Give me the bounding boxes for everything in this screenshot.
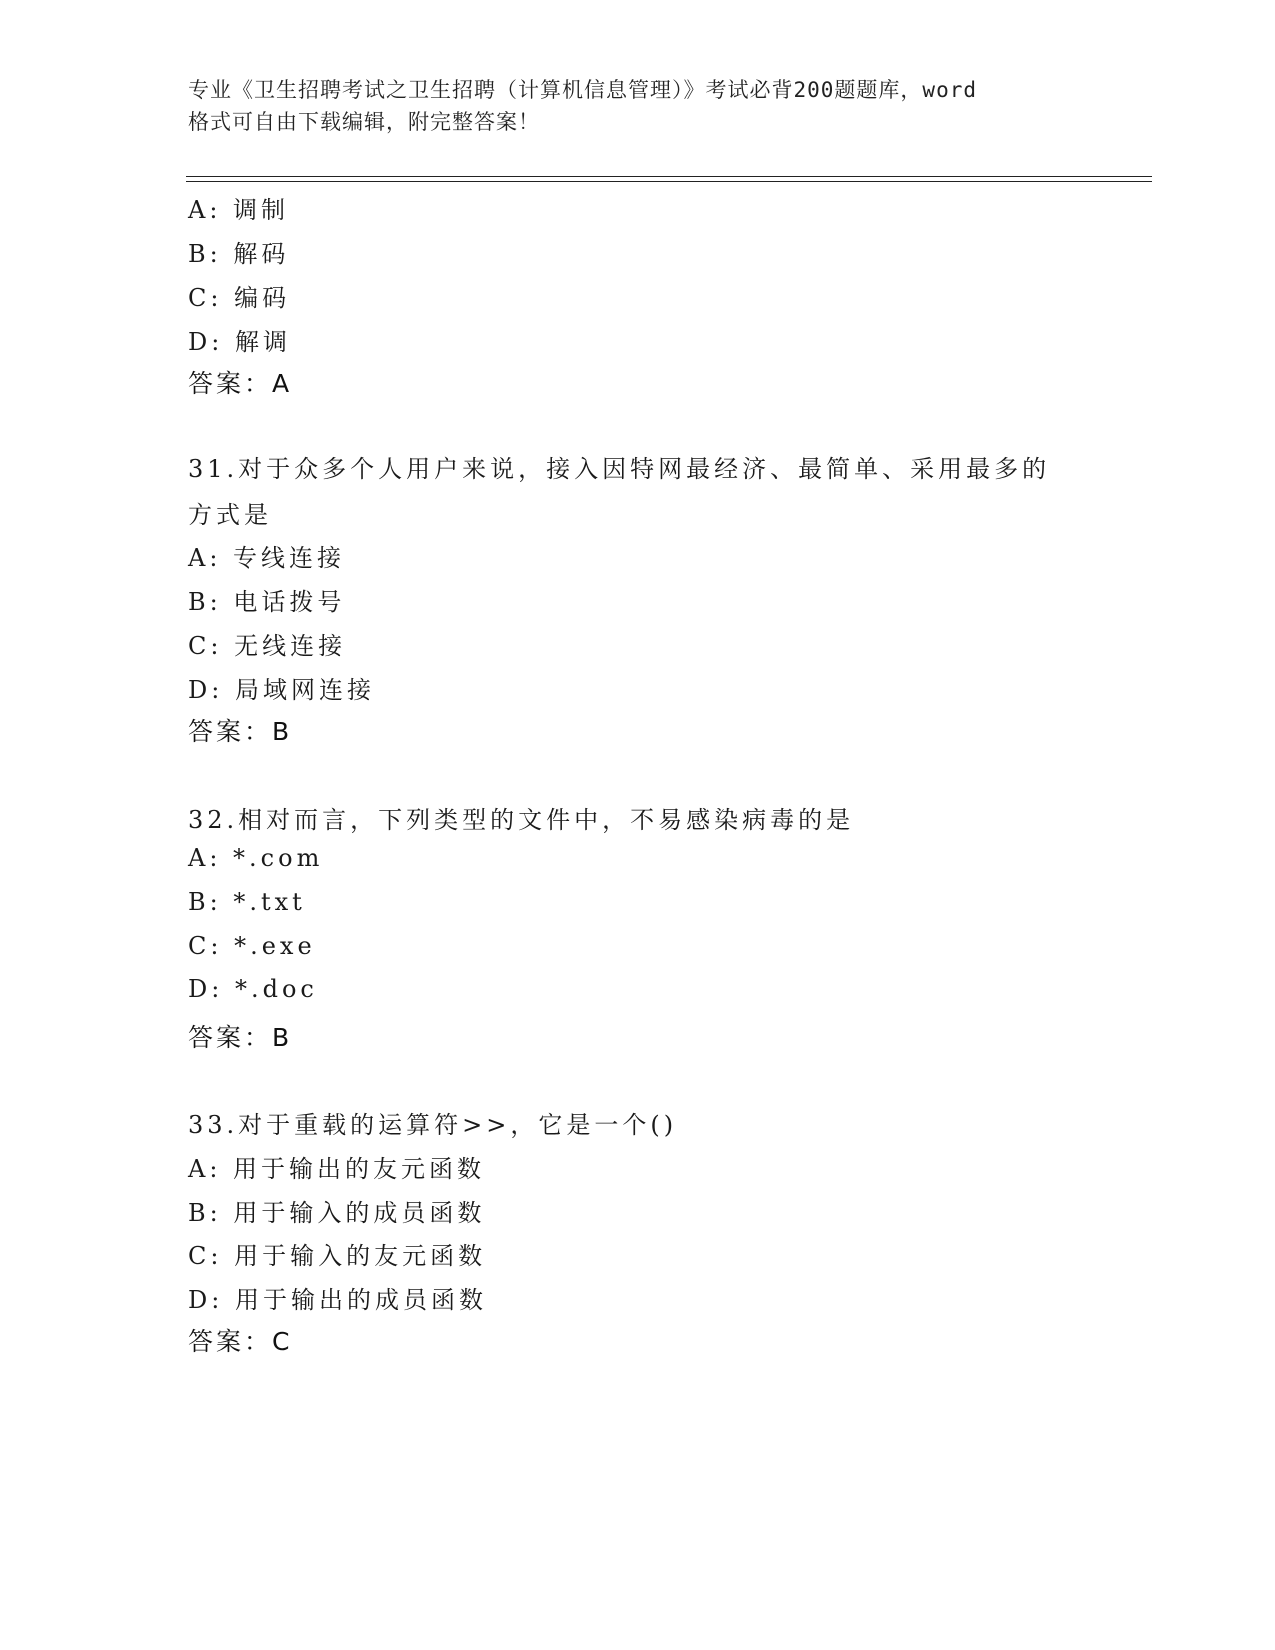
option-d: D: 解调 <box>188 328 291 356</box>
question-31: 31.对于众多个人用户来说，接入因特网最经济、最简单、采用最多的方式是 <box>188 455 1051 529</box>
option-b: B: *.txt <box>188 888 306 916</box>
option-c: C: 用于输入的友元函数 <box>188 1242 487 1270</box>
option-a: A: *.com <box>188 844 324 872</box>
option-b: B: 解码 <box>188 240 290 268</box>
option-c: C: *.exe <box>188 932 316 960</box>
header-line-1: 专业《卫生招聘考试之卫生招聘（计算机信息管理）》考试必背200题题库，word <box>188 78 977 102</box>
header-divider-bottom <box>186 181 1152 182</box>
answer-line: 答案：B <box>188 1023 293 1052</box>
option-c: C: 无线连接 <box>188 632 347 660</box>
option-a: A: 用于输出的友元函数 <box>188 1155 486 1183</box>
header-line-2: 格式可自由下载编辑，附完整答案！ <box>188 110 540 134</box>
question-32: 32.相对而言，下列类型的文件中，不易感染病毒的是 <box>188 806 855 834</box>
option-d: D: *.doc <box>188 975 318 1003</box>
option-c: C: 编码 <box>188 284 291 312</box>
option-a: A: 专线连接 <box>188 544 346 572</box>
document-header <box>188 74 1088 138</box>
option-d: D: 局域网连接 <box>188 676 375 704</box>
answer-line: 答案：A <box>188 369 293 398</box>
option-b: B: 用于输入的成员函数 <box>188 1199 486 1227</box>
answer-line: 答案：B <box>188 717 293 746</box>
option-a: A: 调制 <box>188 196 290 224</box>
answer-line: 答案：C <box>188 1327 293 1356</box>
option-b: B: 电话拨号 <box>188 588 346 616</box>
header-divider-top <box>186 176 1152 177</box>
question-33: 33.对于重载的运算符>>，它是一个() <box>188 1111 678 1139</box>
option-d: D: 用于输出的成员函数 <box>188 1286 487 1314</box>
